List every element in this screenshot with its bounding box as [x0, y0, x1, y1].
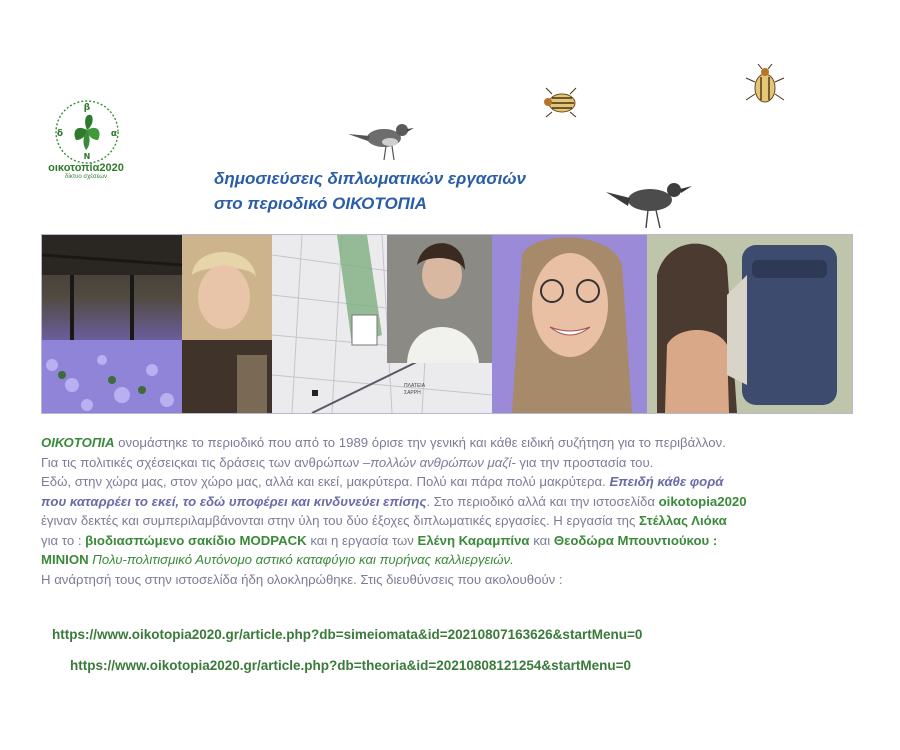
- body-text: και: [529, 532, 554, 548]
- author-name: Στέλλας Λιόκα: [639, 513, 727, 528]
- author-name: Ελένη Καραμπίνα: [417, 532, 530, 548]
- body-emphasis: Επειδή κάθε φορά: [609, 474, 724, 489]
- photo-backpack: [647, 235, 853, 413]
- body-text: για την προστασία του.: [515, 454, 654, 470]
- body-line-2: [41, 453, 861, 473]
- article-link-1[interactable]: https://www.oikotopia2020.gr/article.php?db=simeiomata&id=20210807163626&startMenu=0: [52, 627, 643, 642]
- photo-portrait-1: [182, 235, 272, 413]
- author-name: Θεοδώρα Μπουντιούκου :: [553, 532, 718, 548]
- beetle-illustration-2: [742, 64, 788, 108]
- project-title: MINION: [41, 552, 89, 567]
- body-text: Για τις πολιτικές σχέσεις: [41, 454, 181, 470]
- body-line-8: Η ανάρτησή τους στην ιστοσελίδα ήδη ολοκληρώθηκε. Στις διευθύνσεις που ακολουθούν :: [41, 571, 563, 587]
- project-title: MODPACK: [235, 532, 307, 548]
- body-text: έγιναν δεκτές και συμπεριλαμβάνονται στην ύλη του δύο έξοχες διπλωματικές εργασίες. Η εργασία της: [41, 513, 640, 528]
- body-text: . Στο περιοδικό αλλά και την ιστοσελίδα: [426, 493, 659, 509]
- body-text: ονομάστηκε το περιοδικό που από το 1989 όρισε την γενική και κάθε ειδική συζήτηση για το περιβάλλον.: [114, 435, 726, 450]
- map-label-2: ΣΑΡΡΗ: [404, 390, 421, 396]
- map-label-1: ΠΛΑΤΕΙΑ: [404, 383, 426, 389]
- bird-illustration-large: [604, 174, 694, 234]
- magazine-name: ΟΙΚΟΤΟΠΙΑ: [41, 435, 115, 450]
- body-line-5: [41, 511, 861, 531]
- logo-letter-beta: β: [83, 103, 91, 113]
- project-title: βιοδιασπώμενο σακίδιο: [85, 532, 236, 548]
- body-line-6: [41, 531, 861, 551]
- body-line-4: [41, 492, 861, 512]
- logo-subtitle: δίκτυο σχέσεων: [65, 174, 107, 180]
- logo-letter-delta: δ: [56, 129, 64, 139]
- body-text: και η εργασία των: [306, 532, 418, 548]
- logo-name: οικοτοπία2020: [48, 162, 124, 174]
- photo-collage: [41, 234, 853, 414]
- website-name: oikotopia2020: [658, 493, 747, 509]
- body-italic: πολλών ανθρώπων μαζί-: [370, 454, 516, 470]
- photo-portrait-2: [387, 235, 492, 363]
- title-line-1: δημοσιεύσεις διπλωματικών εργασιών: [214, 169, 526, 188]
- body-line-7: [41, 550, 861, 570]
- body-line-1: [41, 433, 861, 453]
- article-link-2[interactable]: https://www.oikotopia2020.gr/article.php?db=theoria&id=20210808121254&startMenu=0: [70, 658, 632, 673]
- page-title: [214, 166, 526, 216]
- photo-portrait-3: [492, 235, 647, 413]
- logo-letter-nu: Ν: [83, 152, 91, 161]
- bird-illustration-small: [346, 114, 418, 170]
- project-subtitle: Πολυ-πολιτισμικό Αυτόνομο αστικό καταφύγιο και πυρήνας καλλιεργειών.: [88, 552, 514, 567]
- body-emphasis: που καταρρέει το εκεί, το εδώ υποφέρει και κινδυνεύει επίσης: [41, 493, 427, 509]
- body-text: Εδώ, στην χώρα μας, στον χώρο μας, αλλά και εκεί, μακρύτερα. Πολύ και πάρα πολύ μακρύτερα.: [41, 474, 610, 489]
- body-text: για το :: [41, 532, 86, 548]
- beetle-illustration-1: [540, 86, 582, 118]
- article-body: [41, 433, 861, 589]
- title-line-2: στο περιοδικό ΟΙΚΟΤΟΠΙΑ: [214, 194, 427, 213]
- body-text: και τις δράσεις των ανθρώπων –: [180, 454, 371, 470]
- body-line-3: [41, 472, 861, 492]
- logo-letter-alpha: α: [110, 129, 118, 139]
- photo-greenhouse: [42, 235, 182, 413]
